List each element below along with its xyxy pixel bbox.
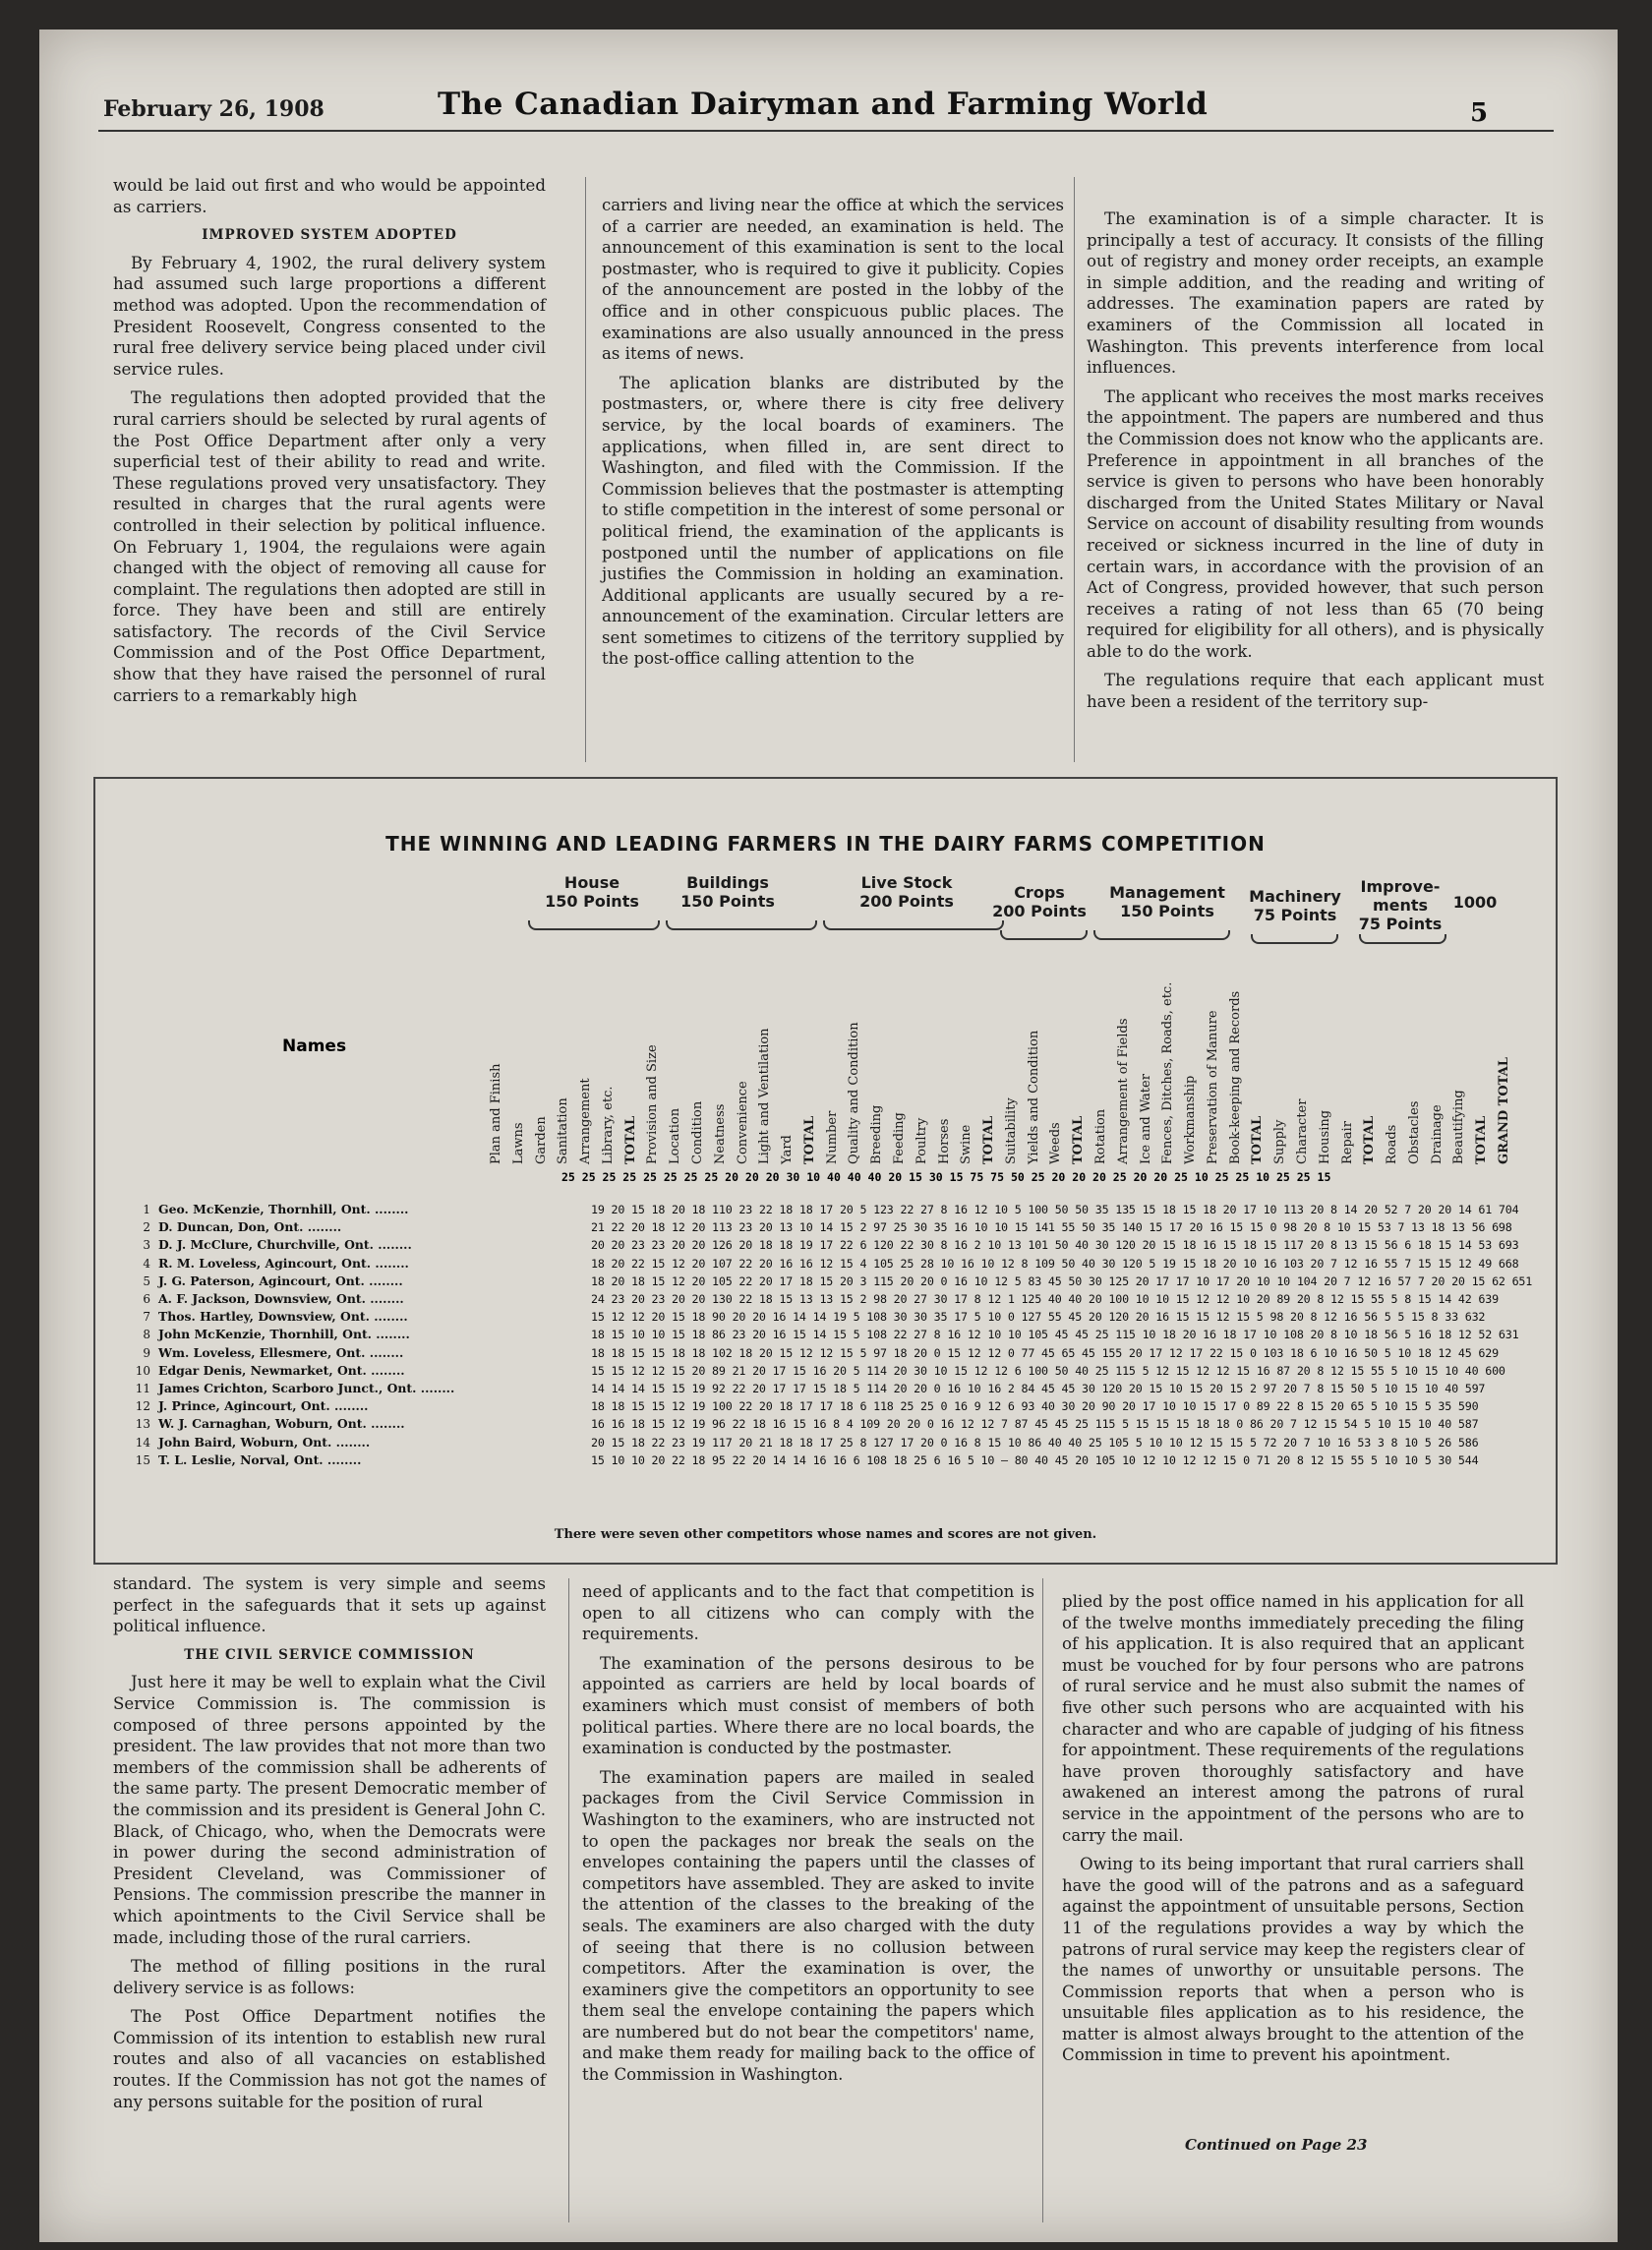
paragraph: The regulations require that each applicant must have been a resident of the territory sup- xyxy=(1087,671,1544,712)
competitor-name: R. M. Loveless, Agincourt, Ont. ........ xyxy=(158,1255,409,1271)
table-row xyxy=(125,1273,1533,1289)
column-header: Roads xyxy=(1385,1124,1400,1164)
table-row xyxy=(125,1237,1519,1253)
column-header: Yard xyxy=(780,1135,796,1164)
paragraph: The examination of the persons desirous to be appointed as carriers are held by local boards of examiners which must consist of members of both political parties. Where there are no local boards, the examination is conducted by the postmaster. xyxy=(582,1653,1034,1758)
row-number: 10 xyxy=(135,1363,150,1378)
column-header: Character xyxy=(1295,1098,1310,1164)
table-row xyxy=(125,1362,1505,1379)
competition-table xyxy=(93,777,1558,1565)
competitor-name: John McKenzie, Thornhill, Ont. ........ xyxy=(158,1327,410,1342)
column-header: Housing xyxy=(1317,1109,1332,1164)
column-header: Arrangement xyxy=(578,1078,594,1164)
row-number: 1 xyxy=(143,1203,150,1216)
row-number: 5 xyxy=(143,1273,150,1288)
group-header-machinery: Machinery 75 Points xyxy=(1249,887,1341,924)
section-heading: IMPROVED SYSTEM ADOPTED xyxy=(202,227,457,244)
row-number: 2 xyxy=(143,1220,150,1235)
paragraph: need of applicants and to the fact that competition is open to all citizens who can comply with the requirements. xyxy=(582,1582,1034,1644)
column-header: TOTAL xyxy=(801,1115,817,1164)
paragraph: The regulations then adopted provided that the rural carriers should be selected by rural agents of the Post Office Department after only a very superficial test of their ability to read and write. These regulations proved very unsatisfactory. They resulted in charges that the rural agents were controlled in their selection by political influence. On February 1, 1904, the regulaions were again changed with the object of removing all cause for complaint. The regulations then adopted are still in force. They have been and still are entirely satisfactory. The records of the Civil Service Commission and of the Post Office Department, show that they have raised the personnel of rural carriers to a remarkably high xyxy=(113,388,546,705)
column-header: Condition xyxy=(690,1100,705,1164)
competitor-scores: 24 23 20 23 20 20 130 22 18 15 13 13 15 2 98 20 27 30 17 8 12 1 125 40 40 20 100 10 10 15 12 12 10 20 89 20 8 12 15 55 5 8 15 14 42 639 xyxy=(591,1292,1499,1306)
column-header: Yields and Condition xyxy=(1026,1030,1041,1164)
paragraph: Just here it may be well to explain what the Civil Service Commission is. The commission is composed of three persons appointed by the president. The law provides that not more than two members of the commission shall be adherents of the same party. The present Democratic member of the commission and its president is General John C. Black, of Chicago, who, when the Democrats were in power during the second administration of President Cleveland, was Commissioner of Pensions. The commission prescribe the manner in which apointments to the Civil Service shall be made, including those of the rural carriers. xyxy=(113,1673,546,1947)
column-header: Preservation of Manure xyxy=(1205,1010,1220,1164)
group-header-improvements: Improve-ments 75 Points xyxy=(1358,877,1443,933)
paragraph: The aplication blanks are distributed by the postmasters, or, where there is city free delivery service, by the local boards of examiners. The applications, when filled in, are sent direct to Washington, and filed with the Commission. If the Commission believes that the postmaster is attempting to stifle competition in the interest of some personal or political friend, the examination of the applicants is postponed until the number of applications on file justifies the Commission in holding an examination. Additional applicants are usually secured by a re-announcement of the examination. Circular letters are sent sometimes to citizens of the territory supplied by the post-office calling attention to the xyxy=(602,373,1064,669)
column-header: Location xyxy=(668,1107,683,1164)
group-brace xyxy=(528,920,660,930)
competitor-name: W. J. Carnaghan, Woburn, Ont. ........ xyxy=(158,1416,405,1432)
group-brace xyxy=(1000,930,1088,940)
article-column-bottom-3 xyxy=(1062,1591,1524,2074)
column-header: Arrangement of Fields xyxy=(1115,1018,1131,1164)
column-header: Horses xyxy=(936,1118,952,1164)
competitor-name: Edgar Denis, Newmarket, Ont. ........ xyxy=(158,1362,405,1378)
column-header: Suitability xyxy=(1003,1097,1019,1164)
column-header: Lawns xyxy=(510,1122,526,1164)
column-header: TOTAL xyxy=(981,1115,997,1164)
competitor-scores: 19 20 15 18 20 18 110 23 22 18 18 17 20 5 123 22 27 8 16 12 10 5 100 50 50 35 135 15 18 15 18 20 17 10 113 20 8 14 20 52 7 20 20 14 61 704 xyxy=(591,1203,1519,1216)
table-title: THE WINNING AND LEADING FARMERS IN THE DAIRY FARMS COMPETITION xyxy=(385,832,1266,856)
column-header: TOTAL xyxy=(622,1115,638,1164)
column-header: TOTAL xyxy=(1071,1115,1087,1164)
table-note: There were seven other competitors whose names and scores are not given. xyxy=(554,1527,1097,1542)
group-brace xyxy=(823,920,1004,930)
group-brace xyxy=(1251,934,1338,944)
column-header: Weeds xyxy=(1048,1122,1064,1164)
competitor-scores: 18 18 15 15 18 18 102 18 20 15 12 12 15 5 97 18 20 0 15 12 12 0 77 45 65 45 155 20 17 12 17 22 15 0 103 18 6 10 16 50 5 10 18 12 45 629 xyxy=(591,1345,1499,1360)
competitor-name: J. G. Paterson, Agincourt, Ont. ........ xyxy=(158,1273,403,1288)
row-number: 6 xyxy=(143,1292,150,1306)
column-header: TOTAL xyxy=(1362,1115,1378,1164)
table-row xyxy=(125,1327,1519,1342)
row-number: 14 xyxy=(135,1435,150,1450)
column-header: Number xyxy=(824,1110,840,1164)
article-column-top-2 xyxy=(602,195,1064,678)
column-header: Supply xyxy=(1272,1119,1288,1164)
column-header: Drainage xyxy=(1429,1104,1445,1164)
column-header: Ice and Water xyxy=(1138,1074,1153,1164)
competitor-scores: 20 20 23 23 20 20 126 20 18 18 19 17 22 6 120 22 30 8 16 2 10 13 101 50 40 30 120 20 15 18 16 15 18 15 117 20 8 13 15 56 6 18 15 14 53 693 xyxy=(591,1238,1519,1253)
paragraph: standard. The system is very simple and seems perfect in the safeguards that it sets up against political influence. xyxy=(113,1574,546,1636)
table-row xyxy=(125,1344,1499,1361)
paragraph: would be laid out first and who would be appointed as carriers. xyxy=(113,176,546,216)
group-header-management: Management 150 Points xyxy=(1109,883,1225,920)
article-column-top-1 xyxy=(113,175,546,714)
column-header: Rotation xyxy=(1093,1108,1108,1164)
paragraph: The applicant who receives the most marks receives the appointment. The papers are numbered and thus the Commission does not know who the applicants are. Preference in appointment in all branches of the service is given to persons who have been honorably discharged from the United States Military or Naval Service on account of disability resulting from wounds received or sickness incurred in the line of duty in certain wars, in accordance with the provision of an Act of Congress, provided however, that such person receives a rating of not less than 65 (70 being required for eligibility for all others), and is physically able to do the work. xyxy=(1087,386,1544,661)
table-row xyxy=(125,1381,1486,1396)
row-number: 7 xyxy=(143,1310,150,1325)
column-rule xyxy=(585,177,586,762)
row-number: 9 xyxy=(143,1345,150,1360)
competitor-scores: 15 15 12 12 15 20 89 21 20 17 15 16 20 5 114 20 30 10 15 12 12 6 100 50 40 25 115 5 12 15 12 12 15 16 87 20 8 12 15 55 5 10 15 10 40 600 xyxy=(591,1363,1505,1378)
continued-note: Continued on Page 23 xyxy=(1185,2136,1368,2154)
paragraph: The examination papers are mailed in sealed packages from the Civil Service Commission in Washington to the examiners, who are instructed not to open the packages nor break the seals on the envelopes containing the papers until the classes of competitors have assembled. They are asked to invite the attention of the classes to the breaking of the seals. The examiners are also charged with the duty of seeing that there is no collusion between competitors. After the examination is over, the examiners give the competitors an opportunity to see them seal the envelope containing the papers which are numbered but do not bear the competitors' name, and make them ready for mailing back to the office of the Commission in Washington. xyxy=(582,1767,1034,2085)
competitor-scores: 18 20 22 15 12 20 107 22 20 16 16 12 15 4 105 25 28 10 16 10 12 8 109 50 40 30 120 5 19 15 18 20 10 16 103 20 7 12 16 55 7 15 15 12 49 668 xyxy=(591,1256,1519,1271)
column-header: Library, etc. xyxy=(600,1086,616,1164)
competitor-name: James Crichton, Scarboro Junct., Ont. ........ xyxy=(158,1381,455,1395)
competitor-scores: 16 16 18 15 12 19 96 22 18 16 15 16 8 4 109 20 20 0 16 12 12 7 87 45 45 25 115 5 15 15 15 18 18 0 86 20 7 12 15 54 5 10 15 10 40 587 xyxy=(591,1417,1479,1432)
column-header: Garden xyxy=(533,1116,549,1164)
competitor-scores: 18 18 15 15 12 19 100 22 20 18 17 17 18 6 118 25 25 0 16 9 12 6 93 40 30 20 90 20 17 10 10 15 17 0 89 22 8 15 20 65 5 10 15 5 35 590 xyxy=(591,1399,1479,1414)
competitor-name: Wm. Loveless, Ellesmere, Ont. ........ xyxy=(158,1344,404,1360)
competitor-name: D. Duncan, Don, Ont. ........ xyxy=(158,1219,342,1235)
masthead-title: The Canadian Dairyman and Farming World xyxy=(438,87,1209,122)
column-header: Swine xyxy=(959,1124,974,1164)
paragraph: carriers and living near the office at which the services of a carrier are needed, an examination is held. The announcement of this examination is sent to the local postmaster, who is required to give it publicity. Copies of the announcement are posted in the lobby of the office and in other conspicuous public places. The examinations are also usually announced in the press as items of news. xyxy=(602,196,1064,364)
competitor-scores: 14 14 14 15 15 19 92 22 20 17 17 15 18 5 114 20 20 0 16 10 16 2 84 45 45 30 120 20 15 10 15 20 15 2 97 20 7 8 15 50 5 10 15 10 40 597 xyxy=(591,1382,1486,1395)
column-header: TOTAL xyxy=(1250,1115,1266,1164)
column-header: Beautifying xyxy=(1451,1090,1467,1164)
column-header: Book-keeping and Records xyxy=(1227,990,1243,1164)
article-column-top-3 xyxy=(1087,208,1544,721)
header-rule xyxy=(98,130,1554,132)
column-header: GRAND TOTAL xyxy=(1497,1057,1511,1164)
page-number: 5 xyxy=(1470,98,1489,128)
column-header: Quality and Condition xyxy=(847,1022,862,1164)
article-column-bottom-2 xyxy=(582,1581,1034,2094)
column-rule xyxy=(1042,1578,1043,2222)
column-rule xyxy=(568,1578,569,2222)
column-header: Neatness xyxy=(712,1103,728,1164)
paragraph: The examination is of a simple character. It is principally a test of accuracy. It consists of the filling out of registry and money order receipts, an example in simple addition, and the reading and writing of addresses. The examination papers are rated by examiners of the Commission all located in Washington. This prevents interference from local influences. xyxy=(1087,209,1544,378)
column-header: Sanitation xyxy=(556,1097,571,1164)
group-brace xyxy=(1359,934,1446,944)
group-header-livestock: Live Stock 200 Points xyxy=(859,873,954,911)
row-number: 13 xyxy=(135,1417,150,1432)
table-row xyxy=(125,1202,1519,1217)
issue-date: February 26, 1908 xyxy=(103,96,324,122)
group-header-house: House 150 Points xyxy=(545,873,639,911)
group-header-crops: Crops 200 Points xyxy=(992,883,1087,920)
column-header: Provision and Size xyxy=(645,1044,661,1164)
column-header: Workmanship xyxy=(1183,1075,1199,1164)
competitor-scores: 20 15 18 22 23 19 117 20 21 18 18 17 25 8 127 17 20 0 16 8 15 10 86 40 40 25 105 5 10 10 12 15 15 5 72 20 7 10 16 53 3 8 10 5 26 586 xyxy=(591,1435,1479,1450)
section-heading: THE CIVIL SERVICE COMMISSION xyxy=(184,1646,475,1663)
competitor-name: T. L. Leslie, Norval, Ont. ........ xyxy=(158,1451,362,1467)
table-row xyxy=(125,1416,1479,1432)
column-header: Plan and Finish xyxy=(489,1063,503,1164)
table-row xyxy=(125,1398,1479,1414)
group-brace xyxy=(1093,930,1230,940)
row-number: 8 xyxy=(143,1328,150,1342)
row-number: 11 xyxy=(135,1382,150,1395)
row-number: 15 xyxy=(135,1452,150,1467)
competitor-scores: 18 20 18 15 12 20 105 22 20 17 18 15 20 3 115 20 20 0 16 10 12 5 83 45 50 30 125 20 17 17 10 17 20 10 10 104 20 7 12 16 57 7 20 20 15 62 651 xyxy=(591,1273,1533,1288)
column-header: Breeding xyxy=(869,1104,885,1164)
column-header: Poultry xyxy=(914,1117,929,1164)
competitor-scores: 18 15 10 10 15 18 86 23 20 16 15 14 15 5 108 22 27 8 16 12 10 10 105 45 45 25 115 10 18 20 16 18 17 10 108 20 8 10 18 56 5 16 18 12 52 631 xyxy=(591,1328,1519,1342)
group-header-total: 1000 xyxy=(1452,893,1498,912)
paragraph: By February 4, 1902, the rural delivery system had assumed such large proportions a different method was adopted. Upon the recommendation of President Roosevelt, Congress consented to the rural free delivery service being placed under civil service rules. xyxy=(113,253,546,379)
paragraph: plied by the post office named in his application for all of the twelve months immediately preceding the filing of his application. It is also required that an applicant must be vouched for by four persons who are patrons of rural service and he must also submit the names of five other such persons who are acquainted with his character and who are capable of judging of his fitness for appointment. These requirements of the regulations have proven thoroughly satisfactory and have awakened an interest among the patrons of rural service in the appointment of the persons who are to carry the mail. xyxy=(1062,1592,1524,1845)
article-column-bottom-1 xyxy=(113,1573,546,2120)
competitor-scores: 15 10 10 20 22 18 95 22 20 14 14 16 16 6 108 18 25 6 16 5 10 — 80 40 45 20 105 10 12 10 12 12 15 0 71 20 8 12 15 55 5 10 10 5 30 544 xyxy=(591,1452,1479,1467)
column-header: Fences, Ditches, Roads, etc. xyxy=(1160,981,1176,1164)
table-row xyxy=(125,1434,1479,1451)
competitor-name: D. J. McClure, Churchville, Ont. ........ xyxy=(158,1237,412,1253)
column-header: Obstacles xyxy=(1406,1100,1422,1164)
group-header-buildings: Buildings 150 Points xyxy=(680,873,775,911)
table-row xyxy=(125,1291,1499,1307)
competitor-name: J. Prince, Agincourt, Ont. ........ xyxy=(158,1398,369,1414)
table-row xyxy=(125,1219,1512,1235)
table-row xyxy=(125,1309,1486,1325)
column-header: Repair xyxy=(1339,1121,1355,1164)
competitor-name: Geo. McKenzie, Thornhill, Ont. ........ xyxy=(158,1202,409,1216)
paragraph: Owing to its being important that rural carriers shall have the good will of the patrons and as a safeguard against the appointment of unsuitable persons, Section 11 of the regulations provides a way by which the patrons of rural service may keep the registers clear of the names of unworthy or unsuitable persons. The Commission reports that when a person who is unsuitable files application as to his residence, the matter is almost always brought to the attention of the Commission in time to prevent his apointment. xyxy=(1062,1855,1524,2065)
names-header: Names xyxy=(282,1036,347,1056)
competitor-scores: 15 12 12 20 15 18 90 20 20 16 14 14 19 5 108 30 30 35 17 5 10 0 127 55 45 20 120 20 16 15 15 12 15 5 98 20 8 12 16 56 5 5 15 8 33 632 xyxy=(591,1310,1486,1325)
column-rule xyxy=(1074,177,1075,762)
paragraph: The Post Office Department notifies the Commission of its intention to establish new rural routes and also of all vacancies on established routes. If the Commission has not got the names of any persons suitable for the position of rural xyxy=(113,2007,546,2111)
paragraph: The method of filling positions in the rural delivery service is as follows: xyxy=(113,1957,546,1997)
column-header: Feeding xyxy=(892,1112,907,1164)
row-number: 4 xyxy=(143,1256,150,1271)
column-header: TOTAL xyxy=(1474,1115,1490,1164)
table-row xyxy=(125,1451,1479,1468)
competitor-scores: 21 22 20 18 12 20 113 23 20 13 10 14 15 2 97 25 30 35 16 10 10 15 141 55 50 35 140 15 17 20 16 15 15 0 98 20 8 10 15 53 7 13 18 13 56 698 xyxy=(591,1220,1512,1235)
table-row xyxy=(125,1255,1519,1272)
row-number: 3 xyxy=(143,1238,150,1253)
competitor-name: Thos. Hartley, Downsview, Ont. ........ xyxy=(158,1309,408,1325)
column-header: Convenience xyxy=(735,1081,750,1164)
row-number: 12 xyxy=(135,1399,150,1414)
group-brace xyxy=(666,920,817,930)
max-points-row: 25 25 25 25 25 25 25 25 20 20 20 30 10 40 40 40 20 15 30 15 75 75 50 25 20 20 20 25 20 20 25 10 25 25 10 25 25 15 xyxy=(561,1170,1331,1184)
competitor-name: John Baird, Woburn, Ont. ........ xyxy=(158,1434,371,1450)
competitor-name: A. F. Jackson, Downsview, Ont. ........ xyxy=(158,1291,404,1306)
column-header: Light and Ventilation xyxy=(757,1028,773,1164)
